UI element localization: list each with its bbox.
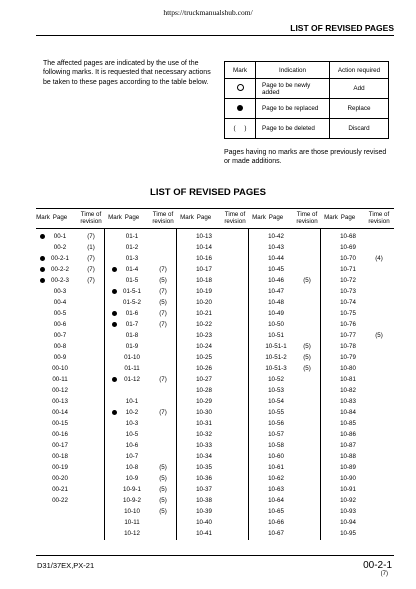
page-id: 01-4 xyxy=(125,266,139,273)
page-id: 10-62 xyxy=(268,475,284,482)
page-id: 10-22 xyxy=(196,321,212,328)
marks-table-header xyxy=(225,62,389,79)
page-id: 00-4 xyxy=(53,299,67,306)
page-id: 10-58 xyxy=(268,442,284,449)
page-number: 00-2-1 xyxy=(363,560,392,571)
header-mark: Mark xyxy=(252,214,266,222)
page-id: 10-27 xyxy=(196,376,212,383)
page-id: 10-83 xyxy=(340,398,356,405)
page-id: 10-13 xyxy=(196,233,212,240)
page-id: 10-39 xyxy=(196,508,212,515)
revision-number: (7) xyxy=(87,233,95,240)
header-mark: Mark xyxy=(108,214,122,222)
filled-circle-icon xyxy=(112,410,117,415)
revision-number: (5) xyxy=(159,464,167,471)
page-id: 10-61 xyxy=(268,464,284,471)
filled-circle-icon xyxy=(112,267,117,272)
header-page: Page xyxy=(268,214,284,222)
marks-header-mark: Mark xyxy=(225,62,256,79)
page-id: 10-34 xyxy=(196,453,212,460)
page-id: 10-30 xyxy=(196,409,212,416)
page-id: 10-9-1 xyxy=(123,486,141,493)
revision-number: (5) xyxy=(303,277,311,284)
page-id: 10-76 xyxy=(340,321,356,328)
header-mark: Mark xyxy=(180,214,194,222)
page-revision: (7) xyxy=(380,571,388,577)
revision-number: (7) xyxy=(159,376,167,383)
page-id: 10-52 xyxy=(268,376,284,383)
page-id: 10-90 xyxy=(340,475,356,482)
list-title: LIST OF REVISED PAGES xyxy=(150,187,266,198)
page-id: 10-12 xyxy=(124,530,140,537)
filled-circle-icon xyxy=(40,267,45,272)
revision-number: (7) xyxy=(159,310,167,317)
page-id: 10-71 xyxy=(340,266,356,273)
page-id: 10-21 xyxy=(196,310,212,317)
page-id: 10-80 xyxy=(340,365,356,372)
page-id: 10-81 xyxy=(340,376,356,383)
page-id: 10-55 xyxy=(268,409,284,416)
page-id: 10-47 xyxy=(268,288,284,295)
page-id: 10-65 xyxy=(268,508,284,515)
page-id: 00-22 xyxy=(52,497,68,504)
page-id: 10-38 xyxy=(196,497,212,504)
page-id: 10-36 xyxy=(196,475,212,482)
model-number: D31/37EX,PX-21 xyxy=(37,561,95,570)
page-id: 10-31 xyxy=(196,420,212,427)
page-id: 10-40 xyxy=(196,519,212,526)
header-title: LIST OF REVISED PAGES xyxy=(290,23,394,33)
filled-circle-icon xyxy=(112,322,117,327)
page-id: 10-53 xyxy=(268,387,284,394)
revision-number: (5) xyxy=(303,365,311,372)
page-id: 10-42 xyxy=(268,233,284,240)
page-id: 10-35 xyxy=(196,464,212,471)
revision-number: (5) xyxy=(159,299,167,306)
page-id: 00-18 xyxy=(52,453,68,460)
page-id: 10-57 xyxy=(268,431,284,438)
page-id: 10-68 xyxy=(340,233,356,240)
page-id: 00-3 xyxy=(53,288,67,295)
revision-number: (5) xyxy=(159,486,167,493)
page-id: 10-6 xyxy=(125,442,139,449)
page-id: 10-78 xyxy=(340,343,356,350)
page-id: 10-86 xyxy=(340,431,356,438)
page-id: 10-9 xyxy=(125,475,139,482)
marks-action: Replace xyxy=(330,99,389,119)
page-id: 10-26 xyxy=(196,365,212,372)
revised-pages-table xyxy=(36,208,394,540)
page-id: 10-75 xyxy=(340,310,356,317)
page-id: 10-29 xyxy=(196,398,212,405)
page-id: 10-73 xyxy=(340,288,356,295)
page-id: 01-9 xyxy=(125,343,139,350)
page-id: 10-11 xyxy=(124,519,140,526)
page-id: 10-10 xyxy=(124,508,140,515)
page-id: 10-67 xyxy=(268,530,284,537)
page-id: 10-91 xyxy=(340,486,356,493)
page-id: 10-88 xyxy=(340,453,356,460)
revision-number: (7) xyxy=(159,266,167,273)
table-row xyxy=(324,527,392,540)
page-id: 10-17 xyxy=(196,266,212,273)
page-id: 00-2-3 xyxy=(51,277,69,284)
intro-paragraph: The affected pages are indicated by the use of the following marks. It is requested that necessary actions be taken to these pages according to the table below. xyxy=(43,60,211,86)
page-id: 10-37 xyxy=(196,486,212,493)
marks-header-indication: Indication xyxy=(256,62,330,79)
page-id: 00-13 xyxy=(52,398,68,405)
page-id: 10-7 xyxy=(125,453,139,460)
page-id: 01-7 xyxy=(125,321,139,328)
page-id: 00-10 xyxy=(52,365,68,372)
table-row xyxy=(36,494,104,507)
page-id: 10-50 xyxy=(268,321,284,328)
revision-number: (7) xyxy=(159,409,167,416)
revision-number: (5) xyxy=(303,354,311,361)
page-id: 00-1 xyxy=(53,233,67,240)
header-page: Page xyxy=(124,214,140,222)
filled-circle-icon xyxy=(112,311,117,316)
page-id: 00-2-2 xyxy=(51,266,69,273)
marks-note: Pages having no marks are those previously revised or made additions. xyxy=(224,149,387,166)
revised-column xyxy=(252,229,321,540)
header-page: Page xyxy=(340,214,356,222)
header-page: Page xyxy=(196,214,212,222)
revised-column xyxy=(324,229,392,540)
filled-circle-icon xyxy=(40,256,45,261)
revision-number: (7) xyxy=(87,266,95,273)
page-id: 00-2-1 xyxy=(51,255,69,262)
filled-circle-icon xyxy=(225,99,256,119)
page-id: 01-5 xyxy=(125,277,139,284)
header-mark: Mark xyxy=(324,214,338,222)
page-id: 10-19 xyxy=(196,288,212,295)
page-id: 10-84 xyxy=(340,409,356,416)
page-id: 10-74 xyxy=(340,299,356,306)
header-time-of-revision: Time of revision xyxy=(152,211,174,225)
page-id: 01-12 xyxy=(124,376,140,383)
page-id: 10-51-2 xyxy=(265,354,287,361)
page-id: 01-5-1 xyxy=(123,288,141,295)
marks-action: Discard xyxy=(330,119,389,139)
page-id: 00-20 xyxy=(52,475,68,482)
filled-circle-icon xyxy=(112,377,117,382)
revision-number: (7) xyxy=(159,321,167,328)
page-id: 00-8 xyxy=(53,343,67,350)
revision-number: (7) xyxy=(159,288,167,295)
page-id: 10-72 xyxy=(340,277,356,284)
marks-action: Add xyxy=(330,79,389,99)
revision-number: (1) xyxy=(87,244,95,251)
page-id: 10-14 xyxy=(196,244,212,251)
page-id: 00-14 xyxy=(52,409,68,416)
page-id: 10-16 xyxy=(196,255,212,262)
marks-row-delete xyxy=(225,119,389,139)
revision-number: (5) xyxy=(303,343,311,350)
page-id: 10-63 xyxy=(268,486,284,493)
page-id: 00-12 xyxy=(52,387,68,394)
marks-header-action: Action required xyxy=(330,62,389,79)
page-id: 10-51-3 xyxy=(265,365,287,372)
page-id: 10-23 xyxy=(196,332,212,339)
header-time-of-revision: Time of revision xyxy=(224,211,246,225)
revised-table-body xyxy=(36,229,394,540)
page-id: 10-2 xyxy=(125,409,139,416)
page-id: 10-51-1 xyxy=(265,343,287,350)
page-id: 10-49 xyxy=(268,310,284,317)
page-id: 10-60 xyxy=(268,453,284,460)
marks-row-replace xyxy=(225,99,389,119)
page-id: 00-2 xyxy=(53,244,67,251)
marks-indication: Page to be replaced xyxy=(256,99,330,119)
page-id: 10-82 xyxy=(340,387,356,394)
page-id: 00-5 xyxy=(53,310,67,317)
page-id: 00-15 xyxy=(52,420,68,427)
page-id: 10-9-2 xyxy=(123,497,141,504)
page-id: 10-25 xyxy=(196,354,212,361)
revised-column xyxy=(108,229,177,540)
page-id: 10-46 xyxy=(268,277,284,284)
page-id: 01-10 xyxy=(124,354,140,361)
page-id: 00-16 xyxy=(52,431,68,438)
page-id: 01-5-2 xyxy=(123,299,141,306)
source-url: https://truckmanualshub.com/ xyxy=(163,8,253,17)
filled-circle-icon xyxy=(40,278,45,283)
revision-number: (4) xyxy=(375,255,383,262)
header-time-of-revision: Time of revision xyxy=(80,211,102,225)
open-circle-icon xyxy=(225,79,256,99)
page-id: 00-17 xyxy=(52,442,68,449)
page-id: 10-18 xyxy=(196,277,212,284)
revision-number: (5) xyxy=(375,332,383,339)
header-page: Page xyxy=(52,214,68,222)
page-id: 00-21 xyxy=(52,486,68,493)
revised-column xyxy=(36,229,105,540)
table-row xyxy=(108,527,176,540)
page-id: 10-1 xyxy=(125,398,139,405)
page-id: 10-94 xyxy=(340,519,356,526)
page-id: 10-85 xyxy=(340,420,356,427)
marks-row-add xyxy=(225,79,389,99)
table-row xyxy=(180,527,248,540)
page-id: 01-8 xyxy=(125,332,139,339)
page-id: 10-77 xyxy=(340,332,356,339)
page-id: 10-51 xyxy=(268,332,284,339)
page-id: 10-54 xyxy=(268,398,284,405)
header-mark: Mark xyxy=(36,214,50,222)
page-id: 10-48 xyxy=(268,299,284,306)
page-id: 00-19 xyxy=(52,464,68,471)
page-id: 10-28 xyxy=(196,387,212,394)
marks-indication: Page to be newly added xyxy=(256,79,330,99)
page-id: 10-93 xyxy=(340,508,356,515)
revision-number: (5) xyxy=(159,277,167,284)
header-rule xyxy=(36,35,394,36)
table-row xyxy=(252,527,320,540)
revision-number: (5) xyxy=(159,508,167,515)
page-id: 10-20 xyxy=(196,299,212,306)
revision-number: (7) xyxy=(87,255,95,262)
page-id: 01-1 xyxy=(125,233,139,240)
page-id: 10-56 xyxy=(268,420,284,427)
page-id: 10-8 xyxy=(125,464,139,471)
page-id: 10-45 xyxy=(268,266,284,273)
revised-table-header xyxy=(36,208,394,229)
page-id: 01-2 xyxy=(125,244,139,251)
marks-legend-table xyxy=(224,61,389,139)
filled-circle-icon xyxy=(112,289,117,294)
footer-rule xyxy=(36,555,394,556)
page-id: 10-66 xyxy=(268,519,284,526)
filled-circle-icon xyxy=(40,234,45,239)
page-id: 10-32 xyxy=(196,431,212,438)
header-time-of-revision: Time of revision xyxy=(296,211,318,225)
page-id: 00-6 xyxy=(53,321,67,328)
page-id: 10-24 xyxy=(196,343,212,350)
revised-column xyxy=(180,229,249,540)
page-id: 00-11 xyxy=(52,376,68,383)
revision-number: (5) xyxy=(159,497,167,504)
page-id: 10-95 xyxy=(340,530,356,537)
page-id: 00-7 xyxy=(53,332,67,339)
page-id: 01-11 xyxy=(124,365,140,372)
revision-number: (5) xyxy=(159,475,167,482)
page-id: 10-5 xyxy=(125,431,139,438)
page-id: 01-6 xyxy=(125,310,139,317)
page-id: 10-87 xyxy=(340,442,356,449)
marks-indication: Page to be deleted xyxy=(256,119,330,139)
page-id: 10-92 xyxy=(340,497,356,504)
page-id: 10-69 xyxy=(340,244,356,251)
page-id: 10-44 xyxy=(268,255,284,262)
page-id: 10-89 xyxy=(340,464,356,471)
page-id: 00-9 xyxy=(53,354,67,361)
revision-number: (7) xyxy=(87,277,95,284)
page-id: 10-41 xyxy=(196,530,212,537)
page-id: 10-33 xyxy=(196,442,212,449)
page-id: 10-43 xyxy=(268,244,284,251)
page-id: 10-3 xyxy=(125,420,139,427)
page-id: 10-79 xyxy=(340,354,356,361)
page-id: 01-3 xyxy=(125,255,139,262)
page-id: 10-64 xyxy=(268,497,284,504)
parentheses-mark: ( ) xyxy=(225,119,256,139)
page-id: 10-70 xyxy=(340,255,356,262)
header-time-of-revision: Time of revision xyxy=(368,211,390,225)
